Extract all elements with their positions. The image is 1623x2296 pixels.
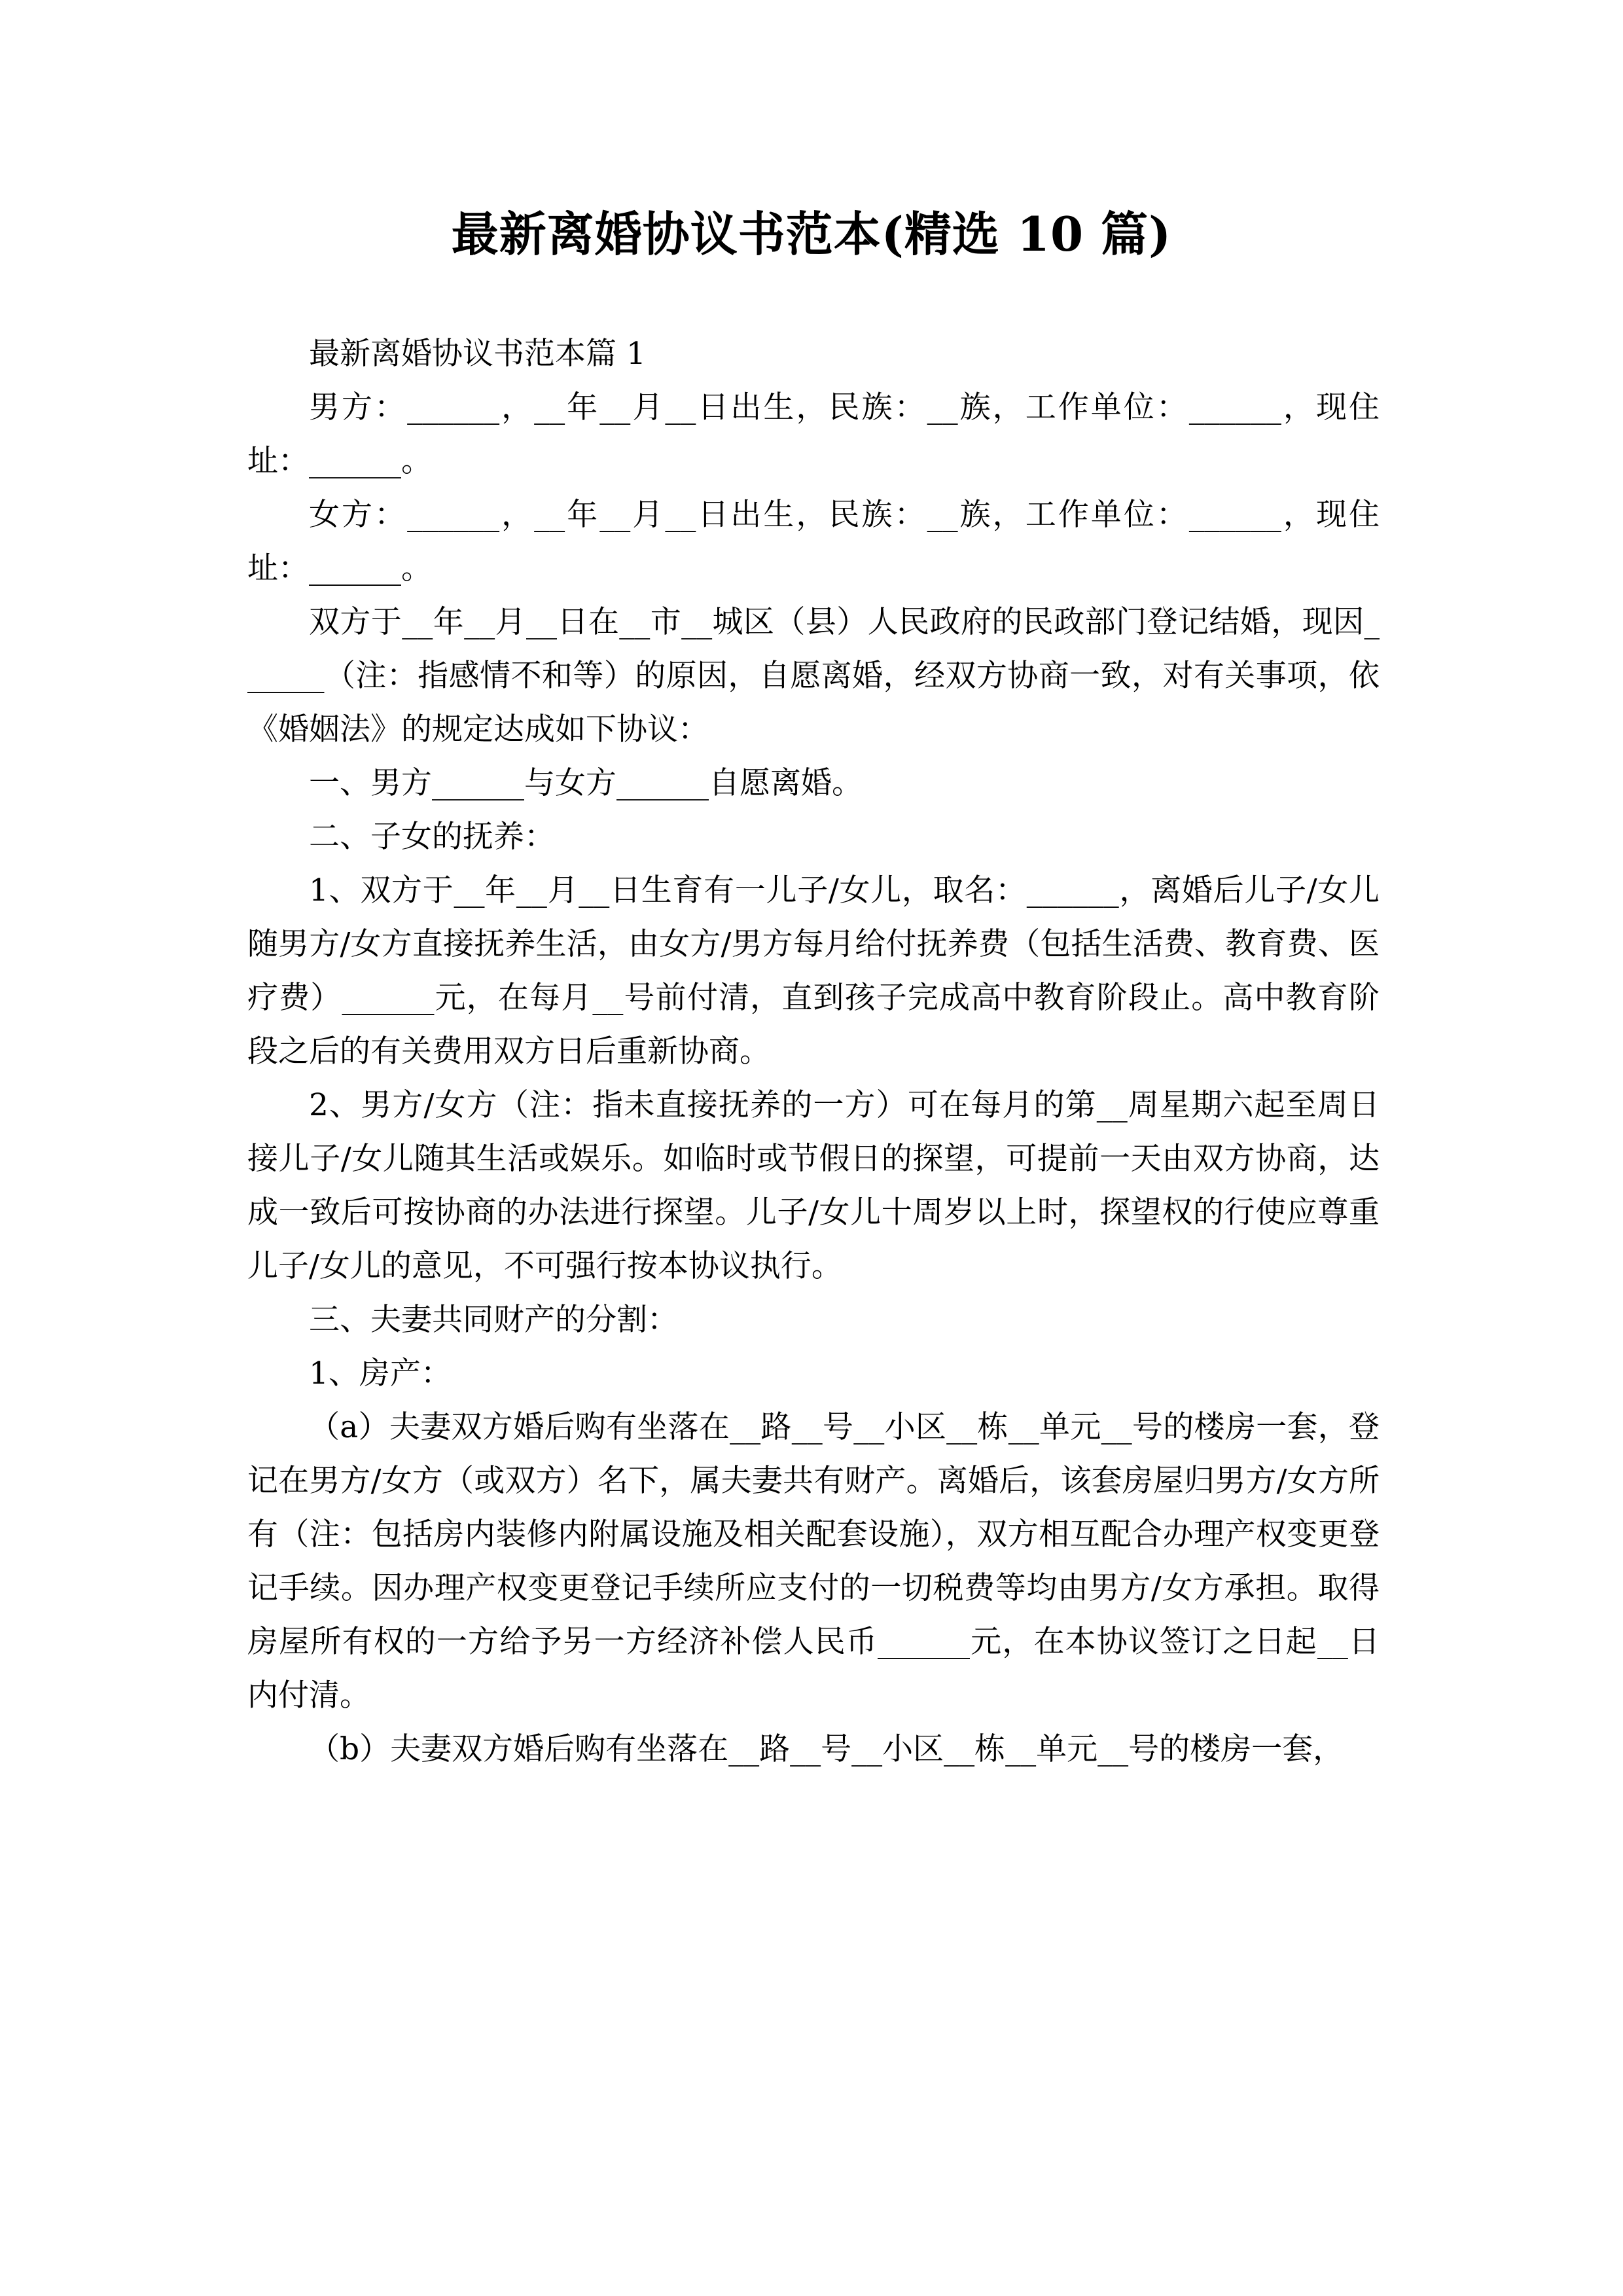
section-heading: 最新离婚协议书范本篇 1: [309, 336, 646, 372]
page-title: 最新离婚协议书范本(精选 10 篇): [451, 206, 1172, 262]
clause-two-heading-child-support: 二、子女的抚养：: [309, 819, 555, 855]
paragraph-marriage-registration: 双方于__年__月__日在__市__城区（县）人民政府的民政部门登记结婚，现因______（注：指感情不和等）的原因，自愿离婚，经双方协商一致，对有关事项，依《婚姻法》的规定达成如下协议：: [247, 604, 1380, 747]
clause-one-voluntary-divorce: 一、男方______与女方______自愿离婚。: [309, 765, 863, 801]
document-body: [247, 327, 1380, 1776]
clause-three-item-1a: （a）夫妻双方婚后购有坐落在__路__号__小区__栋__单元__号的楼房一套，登记在男方/女方（或双方）名下，属夫妻共有财产。离婚后，该套房屋归男方/女方所有（注：包括房内装修内附属设施及相关配套设施），双方相互配合办理产权变更登记手续。因办理产权变更登记手续所应支付的一切税费等均由男方/女方承担。取得房屋所有权的一方给予另一方经济补偿人民币______元，在本协议签订之日起__日内付清。: [247, 1409, 1380, 1713]
clause-three-item-1-real-estate: 1、房产：: [309, 1355, 452, 1391]
clause-three-item-1b: （b）夫妻双方婚后购有坐落在__路__号__小区__栋__单元__号的楼房一套，: [309, 1731, 1344, 1767]
paragraph-husband-info: 男方：______，__年__月__日出生，民族：__族，工作单位：______，现住址：______。: [247, 389, 1380, 479]
paragraph-wife-info: 女方：______，__年__月__日出生，民族：__族，工作单位：______，现住址：______。: [247, 497, 1380, 586]
clause-two-item-2: 2、男方/女方（注：指未直接抚养的一方）可在每月的第__周星期六起至周日接儿子/女儿随其生活或娱乐。如临时或节假日的探望，可提前一天由双方协商，达成一致后可按协商的办法进行探望。儿子/女儿十周岁以上时，探望权的行使应尊重儿子/女儿的意见，不可强行按本协议执行。: [247, 1087, 1380, 1284]
clause-three-heading-property: 三、夫妻共同财产的分割：: [309, 1302, 678, 1338]
clause-two-item-1: 1、双方于__年__月__日生育有一儿子/女儿，取名：______，离婚后儿子/女儿随男方/女方直接抚养生活，由女方/男方每月给付抚养费（包括生活费、教育费、医疗费）______元，在每月__号前付清，直到孩子完成高中教育阶段止。高中教育阶段之后的有关费用双方日后重新协商。: [247, 872, 1380, 1069]
